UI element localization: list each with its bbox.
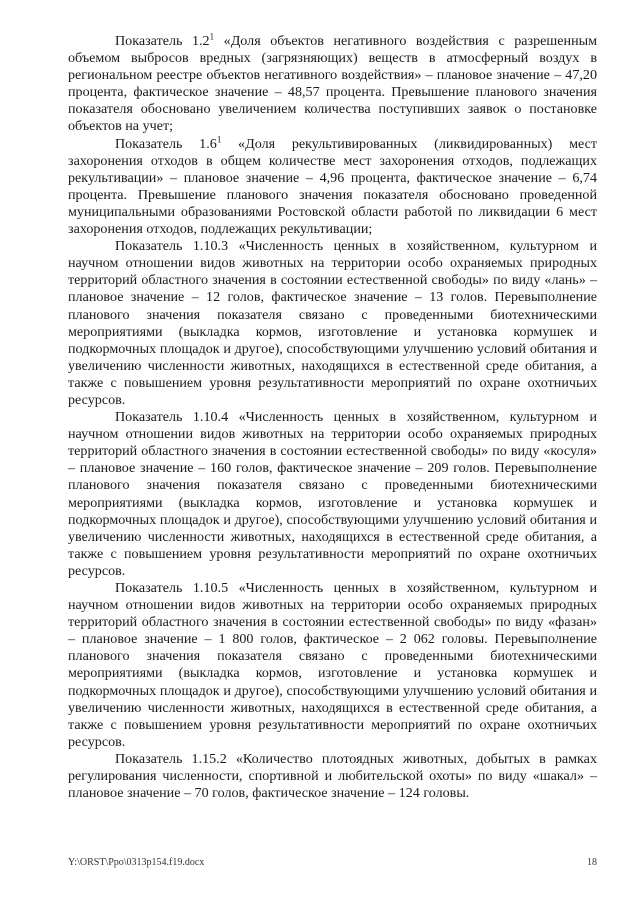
paragraph-indicator-1-10-3	[68, 238, 597, 409]
file-path: Y:\ORST\Ppo\0313p154.f19.docx	[68, 857, 205, 868]
paragraph-text: «Доля рекультивированных (ликвидированных) мест захоронения отходов в общем количестве мест захоронения отходов, подлежащих рекультивации» – плановое значение – 4,96 процента, фактическое значение – 6,74 процента. Превышение планового значения показателя обосновано проведенной муниципальными образованиями Ростовской области работой по ликвидации 6 мест захоронения отходов, подлежащих рекультивации;	[68, 135, 598, 238]
paragraph-indicator-1-10-5	[68, 580, 597, 751]
paragraph-indicator-1-10-4	[68, 409, 597, 580]
paragraph-text: Показатель 1.15.2 «Количество плотоядных животных, добытых в рамках регулирования численности, спортивной и любительской охоты» по виду «шакал» – плановое значение – 70 голов, фактическое значение – 124 головы.	[68, 750, 597, 802]
paragraph-lead: Показатель 1.6	[115, 135, 217, 152]
paragraph-indicator-1-15-2	[68, 751, 597, 802]
paragraph-indicator-1-6	[68, 133, 598, 239]
paragraph-text: Показатель 1.10.5 «Численность ценных в хозяйственном, культурном и научном отношении видов животных на территории особо охраняемых природных территорий областного значения в состоянии естественной свободы» по виду «фазан» – плановое значение – 1 800 голов, фактическое – 2 062 головы. Перевыполнение планового значения показателя связано с проведенными биотехническими мероприятиями (выкладка кормов, изготовление и установка кормушек и подкормочных площадок и другое), способствующими улучшению условий обитания и увеличению численности животных, находящихся в естественной среде обитания, а также с повышением уровня результативности мероприятий по охране охотничьих ресурсов.	[68, 580, 597, 750]
page-number: 18	[587, 857, 597, 868]
paragraph-text: «Доля объектов негативного воздействия с разрешенным объемом выбросов вредных (загрязняющих) веществ в атмосферный воздух в региональном реестре объектов негативного воздействия» – плановое значение – 47,20 процента, фактическое значение – 48,57 процента. Превышение планового значения показателя обосновано увеличением количества поступивших заявок о постановке объектов на учет;	[68, 33, 597, 135]
footnote-mark: 1	[216, 133, 222, 144]
paragraph-text: Показатель 1.10.3 «Численность ценных в хозяйственном, культурном и научном отношении видов животных на территории особо охраняемых природных территорий областного значения в состоянии естественной свободы» по виду «лань» – плановое значение – 12 голов, фактическое значение – 13 голов. Перевыполнение планового значения показателя связано с проведенными биотехническими мероприятиями (выкладка кормов, изготовление и установка кормушек и подкормочных площадок и другое), способствующими улучшению условий обитания и увеличению численности животных, находящихся в естественной среде обитания, а также с повышением уровня результативности мероприятий по охране охотничьих ресурсов.	[68, 238, 597, 408]
paragraph-text: Показатель 1.10.4 «Численность ценных в хозяйственном, культурном и научном отношении видов животных на территории особо охраняемых природных территорий областного значения в состоянии естественной свободы» по виду «косуля» – плановое значение – 160 голов, фактическое значение – 209 голов. Перевыполнение планового значения показателя связано с проведенными биотехническими мероприятиями (выкладка кормов, изготовление и установка кормушек и подкормочных площадок и другое), способствующими улучшению условий обитания и увеличению численности животных, находящихся в естественной среде обитания, а также с повышением уровня результативности мероприятий по охране охотничьих ресурсов.	[68, 409, 597, 579]
paragraph-indicator-1-2	[68, 33, 597, 136]
paragraph-lead: Показатель 1.2	[115, 33, 210, 49]
page-footer	[68, 857, 597, 868]
footnote-mark: 1	[209, 31, 215, 42]
document-body	[68, 33, 597, 802]
